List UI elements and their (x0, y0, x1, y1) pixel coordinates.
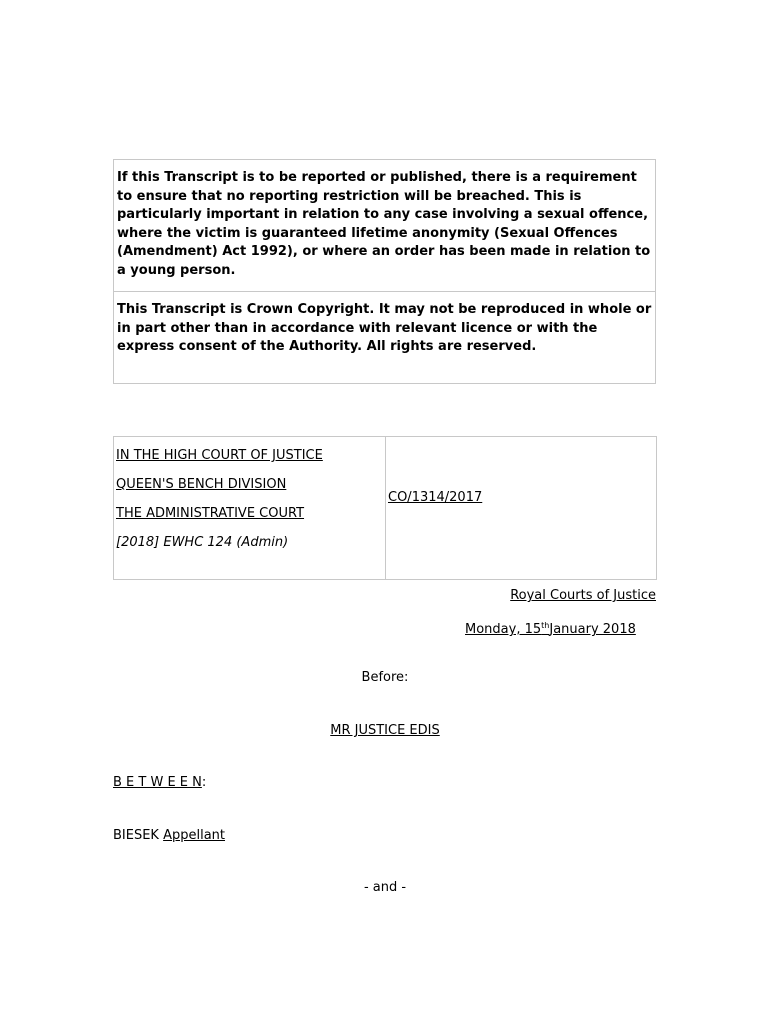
division-name: QUEEN'S BENCH DIVISION (116, 477, 287, 492)
and-separator: - and - (363, 880, 407, 895)
crown-copyright-notice: This Transcript is Crown Copyright. It may not be reproduced in whole or in part other than in accordance with relevant licence or with the express consent of the Authority. All rights are reserved. (117, 302, 652, 355)
between-heading: B E T W E E N: (113, 775, 207, 790)
party-role: Appellant (163, 828, 226, 843)
appellant-party (113, 827, 225, 845)
case-number-cell (386, 437, 656, 579)
reporting-restriction-notice: If this Transcript is to be reported or published, there is a requirement to ensure that no reporting restriction will be breached. This is particularly important in relation to any case involving a sexual offence, where the victim is guaranteed lifetime anonymity (Sexual Offences (Amendment) Act 1992), or where an order has been made in relation to a young person. (114, 160, 655, 292)
judge-name: MR JUSTICE EDIS (330, 723, 440, 738)
hearing-date: Monday, 15thJanuary 2018 (465, 621, 636, 637)
court-header-table (113, 436, 657, 580)
case-number: CO/1314/2017 (388, 490, 483, 505)
venue: Royal Courts of Justice (510, 588, 656, 603)
transcript-notice-box (113, 159, 656, 384)
court-name: IN THE HIGH COURT OF JUSTICE (116, 448, 323, 463)
party-name: BIESEK (113, 828, 164, 843)
court-details-cell (114, 437, 386, 579)
court-section: THE ADMINISTRATIVE COURT (116, 506, 305, 521)
before-label: Before: (361, 670, 409, 685)
neutral-citation: [2018] EWHC 124 (Admin) (116, 535, 289, 550)
